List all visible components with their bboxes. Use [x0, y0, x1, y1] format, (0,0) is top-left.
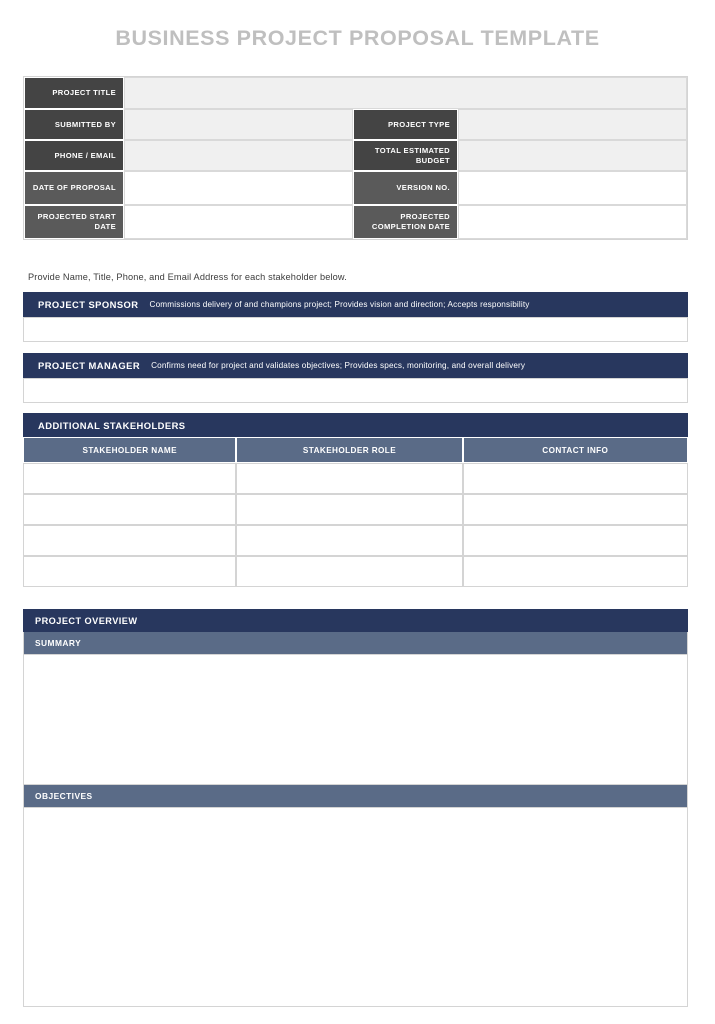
field-project-type[interactable] — [458, 109, 687, 140]
project-manager-section — [23, 353, 688, 403]
field-objectives[interactable] — [23, 807, 688, 1007]
cell-stakeholder-name[interactable] — [23, 556, 236, 587]
label-project-type: PROJECT TYPE — [353, 109, 458, 140]
field-summary[interactable] — [23, 654, 688, 785]
cell-stakeholder-role[interactable] — [236, 556, 462, 587]
table-row — [23, 525, 688, 556]
project-overview-section — [23, 609, 688, 1007]
table-row — [24, 171, 687, 205]
cell-contact-info[interactable] — [463, 494, 688, 525]
field-submitted-by[interactable] — [124, 109, 353, 140]
column-header-contact-info: CONTACT INFO — [463, 437, 688, 463]
label-projected-start-date: PROJECTED START DATE — [24, 205, 124, 239]
table-row — [23, 494, 688, 525]
project-manager-header — [23, 353, 688, 378]
label-projected-completion-date: PROJECTED COMPLETION DATE — [353, 205, 458, 239]
cell-stakeholder-role[interactable] — [236, 463, 462, 494]
additional-stakeholders-header — [23, 413, 688, 437]
additional-stakeholders-title: ADDITIONAL STAKEHOLDERS — [38, 419, 186, 431]
stakeholders-table-header — [23, 437, 688, 463]
cell-stakeholder-name[interactable] — [23, 463, 236, 494]
field-date-of-proposal[interactable] — [124, 171, 353, 205]
cell-contact-info[interactable] — [463, 556, 688, 587]
project-overview-title: PROJECT OVERVIEW — [23, 609, 688, 632]
column-header-stakeholder-role: STAKEHOLDER ROLE — [236, 437, 462, 463]
field-projected-start-date[interactable] — [124, 205, 353, 239]
objectives-header: OBJECTIVES — [23, 785, 688, 807]
project-manager-description: Confirms need for project and validates objectives; Provides specs, monitoring, and overall delivery — [151, 361, 526, 370]
cell-stakeholder-role[interactable] — [236, 525, 462, 556]
field-total-estimated-budget[interactable] — [458, 140, 687, 171]
cell-contact-info[interactable] — [463, 463, 688, 494]
label-phone-email: PHONE / EMAIL — [24, 140, 124, 171]
page-title: BUSINESS PROJECT PROPOSAL TEMPLATE — [115, 26, 600, 50]
table-row — [24, 205, 687, 239]
table-row — [23, 556, 688, 587]
field-version-no[interactable] — [458, 171, 687, 205]
field-project-title[interactable] — [124, 77, 687, 109]
project-sponsor-description: Commissions delivery of and champions project; Provides vision and direction; Accepts responsibility — [149, 300, 530, 309]
label-project-title: PROJECT TITLE — [24, 77, 124, 109]
label-date-of-proposal: DATE OF PROPOSAL — [24, 171, 124, 205]
table-row — [24, 140, 687, 171]
field-project-manager[interactable] — [23, 378, 688, 403]
cell-stakeholder-name[interactable] — [23, 494, 236, 525]
field-phone-email[interactable] — [124, 140, 353, 171]
cell-contact-info[interactable] — [463, 525, 688, 556]
table-row — [24, 109, 687, 140]
label-total-estimated-budget: TOTAL ESTIMATED BUDGET — [353, 140, 458, 171]
project-sponsor-title: PROJECT SPONSOR — [38, 299, 139, 310]
project-info-table — [23, 76, 688, 240]
additional-stakeholders-section — [23, 413, 688, 587]
label-version-no: VERSION NO. — [353, 171, 458, 205]
project-sponsor-header — [23, 292, 688, 317]
project-sponsor-section — [23, 292, 688, 342]
summary-header: SUMMARY — [23, 632, 688, 654]
field-project-sponsor[interactable] — [23, 317, 688, 342]
table-row — [24, 77, 687, 109]
project-manager-title: PROJECT MANAGER — [38, 360, 141, 371]
table-row — [23, 463, 688, 494]
column-header-stakeholder-name: STAKEHOLDER NAME — [23, 437, 236, 463]
cell-stakeholder-role[interactable] — [236, 494, 462, 525]
label-submitted-by: SUBMITTED BY — [24, 109, 124, 140]
stakeholder-instruction: Provide Name, Title, Phone, and Email Address for each stakeholder below. — [28, 272, 347, 282]
cell-stakeholder-name[interactable] — [23, 525, 236, 556]
field-projected-completion-date[interactable] — [458, 205, 687, 239]
